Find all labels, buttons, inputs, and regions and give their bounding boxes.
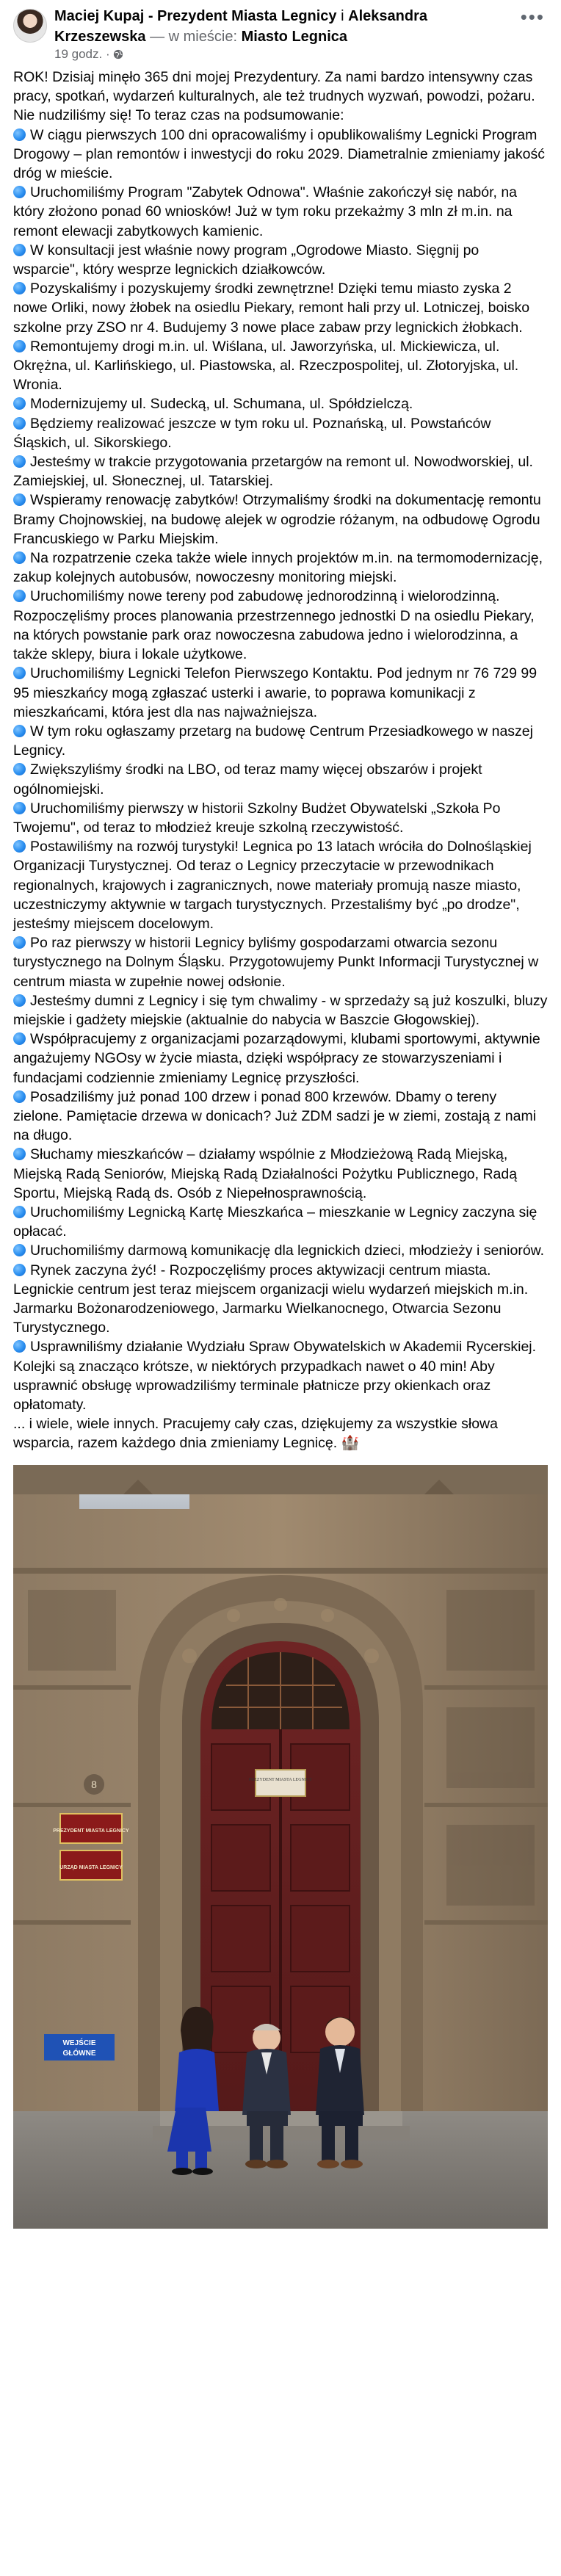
blue-circle-icon: [13, 282, 26, 294]
blue-circle-icon: [13, 1244, 26, 1256]
list-item: [13, 799, 548, 837]
list-item-text: Uruchomiliśmy Program "Zabytek Odnowa". Właśnie zakończył się nabór, na który złożono ponad 60 wniosków! Już w tym roku przekażmy 3 mln zł m.in. na remont elewacji zabytkowych kamienic.: [13, 184, 518, 239]
list-item-text: Będziemy realizować jeszcze w tym roku ul. Poznańską, ul. Powstańców Śląskich, ul. Sikorskiego.: [13, 415, 491, 451]
blue-circle-icon: [13, 1090, 26, 1103]
post-time[interactable]: 19 godz. ·: [54, 47, 110, 61]
blue-circle-icon: [13, 1206, 26, 1218]
location-prefix: — w mieście:: [150, 29, 237, 45]
blue-circle-icon: [13, 667, 26, 679]
list-item-text: Po raz pierwszy w historii Legnicy byliśmy gospodarzami otwarcia sezonu turystycznego na Dolnym Śląsku. Przygotowujemy Punkt Informacji Turystycznej w centrum miasta w zupełnie nowej odsłonie.: [13, 935, 539, 990]
list-item-text: Uruchomiliśmy nowe tereny pod zabudowę jednorodzinną i wielorodzinną. Rozpoczęliśmy proces planowania przestrzennego jednostki D na osiedlu Piekary, na których powstanie park oraz nowoczesna zabudowa jedno i wielorodzinna, a także sklepy, biura i lokale użytkowe.: [13, 588, 535, 663]
list-item-text: W ciągu pierwszych 100 dni opracowaliśmy i opublikowaliśmy Legnicki Program Drogowy – plan remontów i inwestycji do roku 2029. Diametralnie zmieniamy jakość dróg w mieście.: [13, 126, 545, 182]
blue-circle-icon: [13, 340, 26, 352]
list-item: [13, 279, 548, 337]
list-item-text: Uruchomiliśmy darmową komunikację dla legnickich dzieci, młodzieży i seniorów.: [30, 1242, 545, 1259]
list-item: [13, 491, 548, 549]
list-item-text: Jesteśmy w trakcie przygotowania przetargów na remont ul. Nowodworskiej, ul. Zamiejskiej, ul. Słonecznej, ul. Tatarskiej.: [13, 454, 533, 490]
blue-circle-icon: [13, 802, 26, 814]
list-item-text: Uruchomiliśmy Legnicką Kartę Mieszkańca – mieszkanie w Legnicy zaczyna się opłacać.: [13, 1204, 538, 1240]
blue-circle-icon: [13, 590, 26, 602]
blue-circle-icon: [13, 763, 26, 775]
list-item: [13, 587, 548, 664]
list-item-text: Pozyskaliśmy i pozyskujemy środki zewnętrzne! Dzięki temu miasto zyska 2 nowe Orliki, nowy żłobek na osiedlu Piekary, remont hali przy ul. Lotniczej, boisko szkolne przy ZSO nr 4. Budujemy 3 nowe place zabaw przy legnickich żłobkach.: [13, 281, 530, 336]
post-meta: [54, 47, 123, 62]
author-line: [54, 6, 495, 47]
post-body: [0, 68, 561, 1453]
list-item-text: Zwiększyliśmy środki na LBO, od teraz mamy więcej obszarów i projekt ogólnomiejski.: [13, 761, 482, 797]
list-item-text: Jesteśmy dumni z Legnicy i się tym chwalimy - w sprzedaży są już koszulki, bluzy miejskie i gadżety miejskie (aktualnie do nabycia w Baszcie Głogowskiej).: [13, 992, 548, 1028]
list-item: [13, 933, 548, 991]
blue-circle-icon: [13, 244, 26, 256]
list-item: [13, 337, 548, 395]
blue-circle-icon: [13, 417, 26, 430]
blue-circle-icon: [13, 1032, 26, 1045]
list-item: [13, 1337, 548, 1414]
list-item: [13, 394, 548, 413]
plaque-left-2: URZĄD MIASTA LEGNICY: [59, 1864, 123, 1870]
list-item: [13, 1261, 548, 1338]
list-item: [13, 1030, 548, 1088]
blue-circle-icon: [13, 1264, 26, 1276]
list-item: [13, 126, 548, 184]
list-item: [13, 1088, 548, 1146]
entrance-sign-line2: GŁÓWNE: [62, 2049, 96, 2058]
list-item-text: Remontujemy drogi m.in. ul. Wiślana, ul. Jaworzyńska, ul. Mickiewicza, ul. Okrężna, ul. Karlińskiego, ul. Piastowska, al. Rzeczpospolitej, ul. Złotoryjska, ul. Wronia.: [13, 338, 519, 394]
list-item: [13, 549, 548, 587]
castle-emoji: 🏰: [341, 1435, 359, 1452]
list-item: [13, 1145, 548, 1203]
entrance-sign-line1: WEJŚCIE: [62, 2038, 96, 2047]
list-item-text: Współpracujemy z organizacjami pozarządowymi, klubami sportowymi, aktywnie angażujemy NGOsy w życie miasta, dzięki współpracy ze stowarzyszeniami i fundacjami codziennie zmieniamy Legnicę przyszłości.: [13, 1031, 540, 1086]
achievements-list: [13, 126, 548, 1415]
list-item-text: Na rozpatrzenie czeka także wiele innych projektów m.in. na termomodernizację, zakup kolejnych autobusów, nowoczesny monitoring miejski.: [13, 550, 543, 586]
list-item: [13, 664, 548, 722]
list-item-text: Wspieramy renowację zabytków! Otrzymaliśmy środki na dokumentację remontu Bramy Chojnowskiej, na budowę alejek w ogrodzie różanym, na odbudowę Ogrodu Francuskiego w Parku Miejskim.: [13, 492, 541, 547]
list-item: [13, 183, 548, 241]
list-item-text: Rynek zaczyna żyć! - Rozpoczęliśmy proces aktywizacji centrum miasta. Legnickie centrum jest teraz miejscem organizacji wielu wydarzeń miejskich m.in. Jarmarku Bożonarodzeniowego, Jarmarku Wielkanocnego, Otwarcia Sezonu Turystycznego.: [13, 1262, 529, 1336]
list-item-text: Posadziliśmy już ponad 100 drzew i ponad 800 krzewów. Dbamy o tereny zielone. Pamiętacie drzewa w donicach? Już ZDM sadzi je w ziemi, zostają z nami na długo.: [13, 1088, 537, 1144]
list-item-text: W tym roku ogłaszamy przetarg na budowę Centrum Przesiadkowego w naszej Legnicy.: [13, 723, 533, 759]
blue-circle-icon: [13, 493, 26, 506]
blue-circle-icon: [13, 840, 26, 853]
post-intro: ROK! Dzisiaj minęło 365 dni mojej Prezydentury. Za nami bardzo intensywny czas pracy, spotkań, wydarzeń kulturalnych, ale też trudnych wyzwań, powodzi, pożaru. Nie nudziliśmy się! To teraz czas na podsumowanie:: [13, 69, 535, 124]
coauthor-name[interactable]: Aleksandra Krzeszewska: [54, 8, 427, 45]
location-link[interactable]: Miasto Legnica: [241, 29, 348, 45]
avatar[interactable]: [13, 9, 47, 43]
list-item: [13, 760, 548, 798]
post-outro: [13, 1414, 548, 1452]
list-item-text: Modernizujemy ul. Sudecką, ul. Schumana, ul. Spółdzielczą.: [30, 396, 413, 413]
blue-circle-icon: [13, 455, 26, 468]
blue-circle-icon: [13, 725, 26, 737]
blue-circle-icon: [13, 397, 26, 410]
blue-circle-icon: [13, 936, 26, 949]
globe-icon: [113, 49, 123, 59]
blue-circle-icon: [13, 994, 26, 1007]
house-number: 8: [91, 1778, 97, 1790]
city-hall-entrance-image: [13, 1465, 548, 2229]
blue-circle-icon: [13, 551, 26, 564]
list-item-text: Słuchamy mieszkańców – działamy wspólnie z Młodzieżową Radą Miejską, Miejską Radą Seniorów, Miejską Radą Działalności Pożytku Publicznego, Radą Sportu, Miejską Radą ds. Osób z Niepełnosprawnością.: [13, 1146, 518, 1201]
list-item: [13, 414, 548, 452]
blue-circle-icon: [13, 1340, 26, 1353]
list-item: [13, 1203, 548, 1241]
more-options-icon[interactable]: •••: [520, 6, 545, 28]
list-item: [13, 837, 548, 933]
list-item: [13, 991, 548, 1030]
author-name[interactable]: Maciej Kupaj - Prezydent Miasta Legnicy: [54, 8, 337, 24]
list-item-text: W konsultacji jest właśnie nowy program „Ogrodowe Miasto. Sięgnij po wsparcie", który wesprze legnickich działkowców.: [13, 242, 479, 278]
list-item-text: Postawiliśmy na rozwój turystyki! Legnica po 13 latach wróciła do Dolnośląskiej Organizacji Turystycznej. Od teraz o Legnicy przeczytacie w przewodnikach regionalnych, krajowych i zagranicznych, nowe materiały promują nasze miasto, uczestniczymy aktywnie w targach turystycznych. Przestaliśmy być „po drodze", jesteśmy miejscem docelowym.: [13, 839, 532, 932]
door-plaque-text: PREZYDENT MIASTA LEGNICY: [248, 1777, 313, 1782]
list-item: [13, 1241, 548, 1260]
list-item-text: Uruchomiliśmy pierwszy w historii Szkolny Budżet Obywatelski „Szkoła Po Twojemu", od teraz to młodzież kreuje szkolną rzeczywistość.: [13, 800, 501, 836]
list-item: [13, 241, 548, 279]
post-outro-text: ... i wiele, wiele innych. Pracujemy cały czas, dziękujemy za wszystkie słowa wsparcia, razem każdego dnia zmieniamy Legnicę.: [13, 1416, 498, 1452]
blue-circle-icon: [13, 1148, 26, 1160]
list-item-text: Uruchomiliśmy Legnicki Telefon Pierwszego Kontaktu. Pod jednym nr 76 729 99 95 mieszkańcy mogą zgłaszać usterki i awarie, to poprawa komunikacji z mieszkańcami, która jest dla nas najważniejsza.: [13, 665, 538, 720]
and-label: i: [341, 8, 344, 24]
list-item: [13, 452, 548, 491]
post-header: [0, 0, 561, 68]
list-item-text: Usprawniliśmy działanie Wydziału Spraw Obywatelskich w Akademii Rycerskiej. Kolejki są znacząco krótsze, w niektórych przypadkach nawet o 40 min! Aby usprawnić obsługę wprowadziliśmy terminale płatnicze przy okienkach oraz opłatomaty.: [13, 1339, 537, 1414]
blue-circle-icon: [13, 186, 26, 198]
plaque-left-1: PREZYDENT MIASTA LEGNICY: [53, 1828, 129, 1834]
post-photo[interactable]: [13, 1465, 548, 2229]
list-item: [13, 722, 548, 760]
blue-circle-icon: [13, 129, 26, 141]
